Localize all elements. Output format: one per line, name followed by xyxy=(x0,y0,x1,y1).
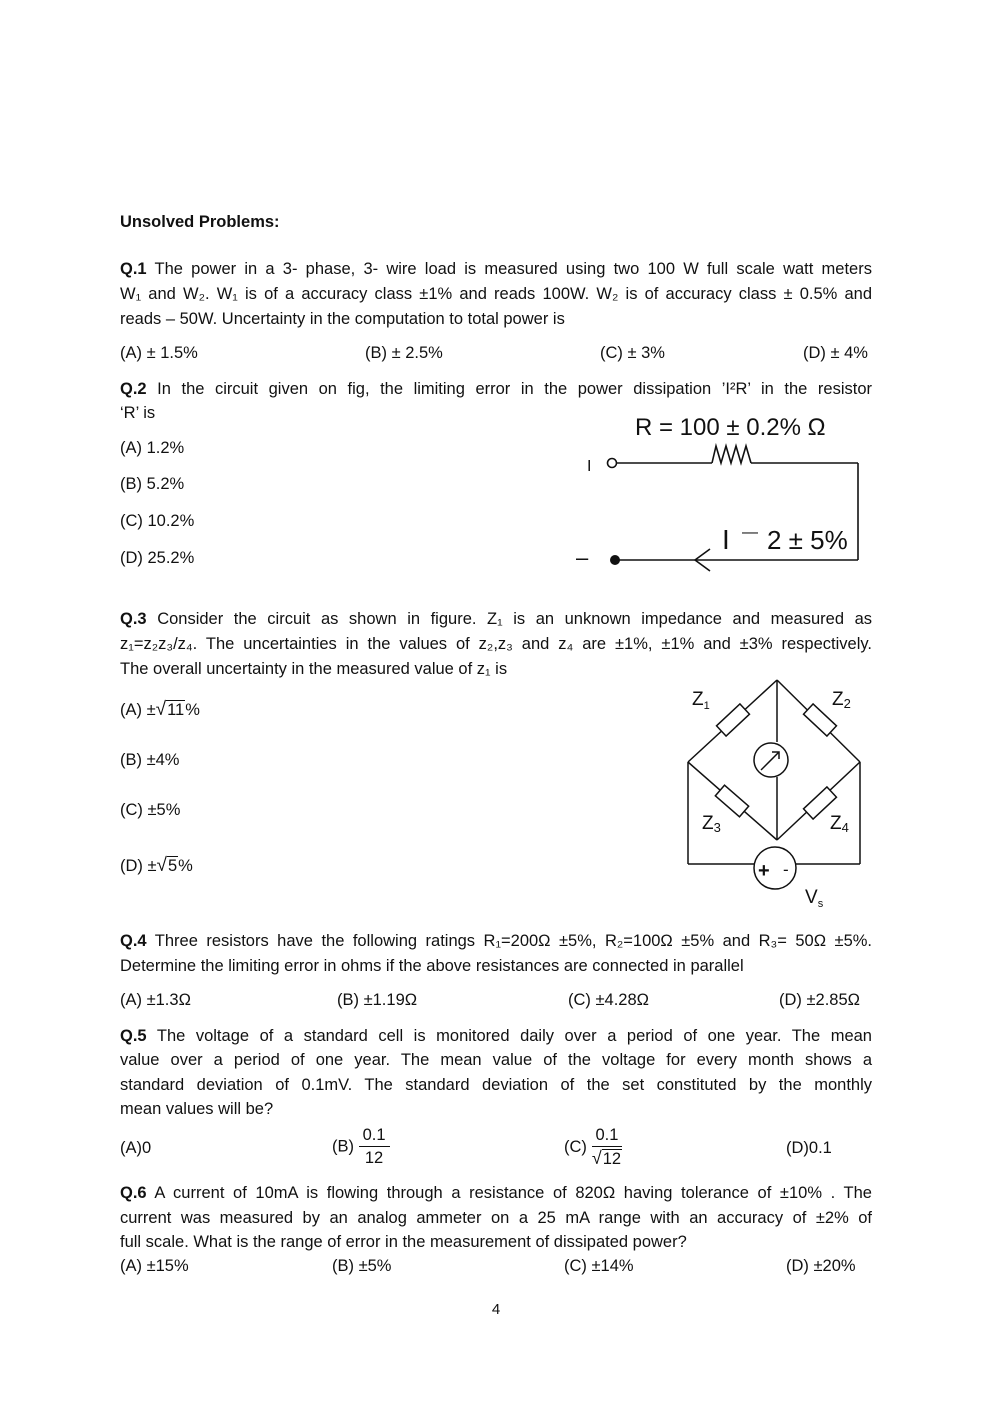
q2-option-b[interactable]: (B) 5.2% xyxy=(120,475,185,493)
q1-option-d[interactable]: (D) ± 4% xyxy=(803,344,868,362)
q5-option-c[interactable] xyxy=(564,1124,622,1170)
q2-input-label: I xyxy=(587,458,592,475)
q6-line-2: current was measured by an analog ammeter on a 25 mA range with an accuracy of ±2% of xyxy=(120,1209,872,1227)
q4-line-1 xyxy=(120,929,872,954)
q2-resistor-symbol xyxy=(712,446,751,463)
q5-option-c-label: (C) xyxy=(564,1138,587,1156)
q2-input-terminal xyxy=(608,459,617,468)
q4-number: Q.4 xyxy=(120,932,147,950)
q3-option-a-radicand: 11 xyxy=(167,701,185,719)
q4-line-2: Determine the limiting error in ohms if the above resistances are connected in parallel xyxy=(120,957,744,975)
q1-line-1 xyxy=(120,257,872,282)
q3-line-3: The overall uncertainty in the measured value of z₁ is xyxy=(120,660,508,678)
q2-option-d[interactable]: (D) 25.2% xyxy=(120,549,195,567)
q5-line-1 xyxy=(120,1024,872,1049)
q3-option-a-prefix: (A) ± xyxy=(120,701,156,719)
q3-label-z4: Z4 xyxy=(830,813,849,835)
q1-text-1: The power in a 3- phase, 3- wire load is measured using two 100 W full scale watt meters xyxy=(154,260,872,278)
q3-option-a[interactable]: (A) ±√11% xyxy=(120,699,200,720)
q5-line-4: mean values will be? xyxy=(120,1100,274,1118)
q2-minus-sign: – xyxy=(576,545,589,570)
q1-option-c[interactable]: (C) ± 3% xyxy=(600,344,665,362)
q3-source-plus: + xyxy=(758,860,770,882)
section-title: Unsolved Problems: xyxy=(120,213,280,231)
q6-option-d[interactable]: (D) ±20% xyxy=(786,1257,856,1275)
q3-option-c[interactable]: (C) ±5% xyxy=(120,801,181,819)
q5-line-3: standard deviation of 0.1mV. The standard deviation of the set constituted by the monthly xyxy=(120,1076,872,1094)
q2-line-1 xyxy=(120,377,872,402)
q6-line-3: full scale. What is the range of error in the measurement of dissipated power? xyxy=(120,1233,687,1251)
q5-text-1: The voltage of a standard cell is monitored daily over a period of one year. The mean xyxy=(156,1027,872,1045)
q3-label-vs: $V_s$ xyxy=(805,887,824,910)
q3-impedance-z1 xyxy=(717,704,750,736)
q6-text-1: A current of 10mA is flowing through a resistance of 820Ω having tolerance of ±10% . The xyxy=(154,1184,872,1202)
q2-text-1: In the circuit given on fig, the limiting error in the power dissipation ’I²R’ in the resistor xyxy=(157,380,872,398)
q6-option-c[interactable]: (C) ±14% xyxy=(564,1257,634,1275)
q5-option-b-label: (B) xyxy=(332,1137,354,1156)
q3-option-d[interactable]: (D) ±√5% xyxy=(120,855,193,876)
q2-line-2: ‘R’ is xyxy=(120,404,156,422)
q3-option-d-suffix: % xyxy=(178,857,193,875)
q3-text-1: Consider the circuit as shown in figure. Z₁ is an unknown impedance and measured as xyxy=(157,610,872,628)
q4-option-a[interactable]: (A) ±1.3Ω xyxy=(120,991,191,1009)
q1-option-a[interactable]: (A) ± 1.5% xyxy=(120,344,198,362)
q5-option-c-denominator: √12 xyxy=(591,1148,622,1168)
q1-line-3: reads – 50W. Uncertainty in the computation to total power is xyxy=(120,310,565,328)
q3-option-d-prefix: (D) ± xyxy=(120,857,157,875)
q2-current-dash: — xyxy=(742,524,758,541)
q2-number: Q.2 xyxy=(120,380,147,398)
q3-line-2: z₁=z₂z₃/z₄. The uncertainties in the values of z₂,z₃ and z₄ are ±1%, ±1% and ±3% respectively. xyxy=(120,635,872,653)
page-number: 4 xyxy=(491,1301,501,1318)
q2-output-terminal xyxy=(610,555,620,565)
q2-option-a[interactable]: (A) 1.2% xyxy=(120,439,185,457)
q2-option-c[interactable]: (C) 10.2% xyxy=(120,512,195,530)
q5-line-2: value over a period of one year. The mean value of the voltage for every month shows a xyxy=(120,1051,872,1069)
q3-label-z2: Z2 xyxy=(832,689,851,711)
q3-option-d-radicand: 5 xyxy=(167,857,178,875)
q2-circuit-figure xyxy=(570,408,870,578)
q5-option-c-fraction xyxy=(592,1124,623,1170)
q4-option-d[interactable]: (D) ±2.85Ω xyxy=(779,991,860,1009)
q6-number: Q.6 xyxy=(120,1184,147,1202)
q1-option-b[interactable]: (B) ± 2.5% xyxy=(365,344,443,362)
q3-label-z1: $Z_1$ xyxy=(692,689,710,712)
q3-line-1 xyxy=(120,607,872,632)
q4-option-c[interactable]: (C) ±4.28Ω xyxy=(568,991,649,1009)
q2-current-symbol: I xyxy=(722,524,730,555)
q3-number: Q.3 xyxy=(120,610,147,628)
q6-line-1 xyxy=(120,1181,872,1206)
q3-option-a-suffix: % xyxy=(185,701,200,719)
q5-option-a[interactable]: (A)0 xyxy=(120,1139,152,1157)
q5-option-b-denominator: 12 xyxy=(364,1149,384,1167)
q4-option-b[interactable]: (B) ±1.19Ω xyxy=(337,991,418,1009)
q5-option-b-fraction xyxy=(359,1124,390,1169)
q4-text-1: Three resistors have the following ratings R₁=200Ω ±5%, R₂=100Ω ±5% and R₃= 50Ω ±5%. xyxy=(154,932,873,950)
q6-option-b[interactable]: (B) ±5% xyxy=(332,1257,392,1275)
q3-option-b[interactable]: (B) ±4% xyxy=(120,751,180,769)
q5-option-c-numerator: 0.1 xyxy=(592,1124,623,1147)
q5-option-d[interactable]: (D)0.1 xyxy=(786,1139,832,1157)
q3-source-minus: - xyxy=(783,860,789,879)
q2-resistor-label: R = 100 ± 0.2% Ω xyxy=(635,414,826,441)
q5-option-b[interactable] xyxy=(332,1124,390,1169)
q3-label-z3: Z3 xyxy=(702,813,721,835)
q5-number: Q.5 xyxy=(120,1027,147,1045)
q5-option-b-numerator: 0.1 xyxy=(359,1124,390,1147)
q5-option-c-radicand: 12 xyxy=(602,1150,622,1168)
q3-impedance-z3 xyxy=(715,785,748,817)
q1-number: Q.1 xyxy=(120,260,147,278)
q1-line-2: W₁ and W₂. W₁ is of a accuracy class ±1% and reads 100W. W₂ is of accuracy class ± 0.5% and xyxy=(120,285,872,303)
q3-bridge-figure xyxy=(680,672,870,912)
q6-option-a[interactable]: (A) ±15% xyxy=(120,1257,189,1275)
q2-current-value: 2 ± 5% xyxy=(767,525,848,555)
